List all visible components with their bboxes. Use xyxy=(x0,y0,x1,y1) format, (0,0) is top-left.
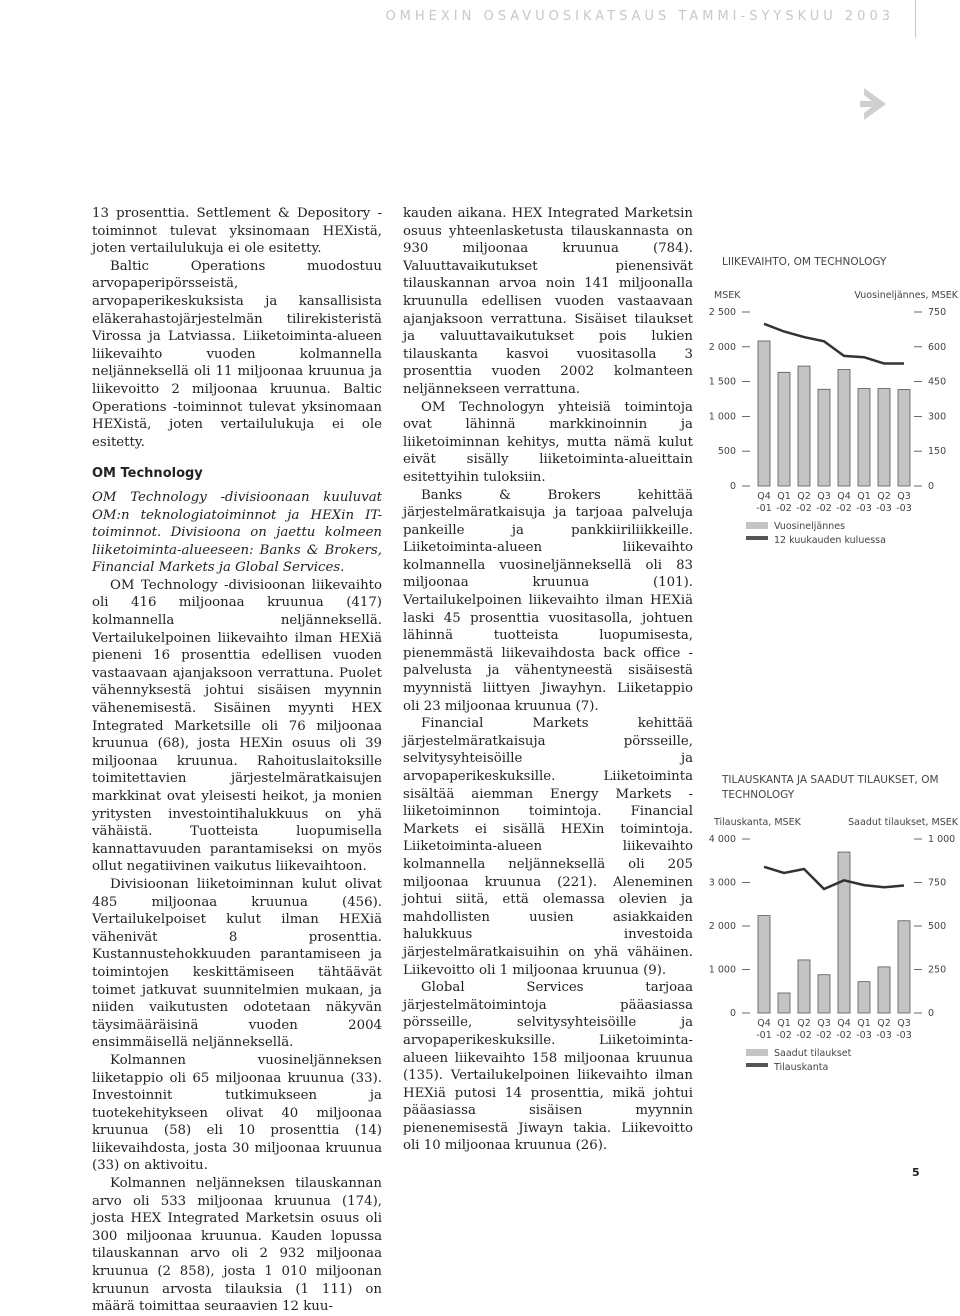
y-tick-label: 1 500 xyxy=(709,377,736,388)
x-tick-label: -02 xyxy=(816,503,832,514)
y2-tick-label: 250 xyxy=(928,965,946,976)
y-tick-label: 0 xyxy=(730,1008,736,1019)
x-tick-label: Q4 xyxy=(757,1018,771,1029)
x-tick-label: -02 xyxy=(776,1030,792,1041)
bar xyxy=(898,389,910,486)
y-axis-label: MSEK xyxy=(714,290,741,301)
header-divider xyxy=(915,0,916,38)
x-tick-label: -03 xyxy=(896,1030,912,1041)
x-tick-label: -03 xyxy=(876,503,892,514)
paragraph: OM Technologyn yhteisiä toimintoja ovat lähinnä markkinoinnin ja liiketoiminnan kehitys, mutta nämä kulut eivät sisälly liiketoiminta-alueittain esitettyihin tuloksiin. xyxy=(403,399,693,487)
bar xyxy=(758,341,770,486)
bar xyxy=(778,372,790,486)
bar xyxy=(858,982,870,1013)
page-number: 5 xyxy=(912,1166,920,1179)
x-tick-label: Q4 xyxy=(837,491,851,502)
y2-tick-label: 750 xyxy=(928,878,946,889)
series-line xyxy=(764,867,904,889)
bar xyxy=(878,389,890,486)
y2-tick-label: 150 xyxy=(928,446,946,457)
paragraph: Financial Markets kehittää järjestelmäratkaisuja pörsseille, selvitysyhteisöille ja arvopaperikeskuksille. Liiketoiminta sisältää aiemman Energy Markets -liiketoiminnon toimintoja. Financial Markets ei sisällä HEXin toimintoja. Liiketoiminta-alueen liikevaihto kolmannella neljänneksellä oli 205 miljoonaa kruunua (221). Aleneminen johtui siitä, että olemassa olevien ja mahdollisten uusien asiakkaiden halukkuus investoida järjestelmäratkaisuihin on yhä vähäinen. Liikevoitto oli 1 miljoonaa kruunua (9). xyxy=(403,715,693,979)
bar xyxy=(898,921,910,1013)
x-tick-label: Q4 xyxy=(837,1018,851,1029)
series-line xyxy=(764,324,904,364)
x-tick-label: Q4 xyxy=(757,491,771,502)
legend-swatch-bar xyxy=(746,1049,768,1056)
y2-tick-label: 750 xyxy=(928,307,946,318)
bar xyxy=(758,916,770,1013)
x-tick-label: -01 xyxy=(756,1030,772,1041)
y-tick-label: 2 000 xyxy=(709,342,736,353)
x-tick-label: Q1 xyxy=(857,491,871,502)
x-tick-label: Q1 xyxy=(777,1018,791,1029)
paragraph: Baltic Operations muodostuu arvopaperipörsseistä, arvopaperikeskuksista ja kansallisista eläkerahastojärjestelmän tilirekisteristä Virossa ja Latviassa. Liiketoiminta-alueen liikevaihto vuoden kolmannella neljänneksellä oli 11 miljoonaa kruunua ja liikevoitto 2 miljoonaa kruunua. Baltic Operations -toiminnot tulevat yksinomaan HEXistä, joten vertailulukuja ei ole esitetty. xyxy=(92,258,382,452)
paragraph: kauden aikana. HEX Integrated Marketsin osuus yhteenlasketusta tilauskannasta on 930 miljoonaa kruunua (784). Valuuttavaikutukset pienensivät tilauskannan arvoa noin 141 miljoonalla kruunulla edellisen vuoden vastaavaan ajanjaksoon verrattuna. Sisäiset tilaukset ja valuuttavaikutukset pois lukien tilauskanta kasvoi vuositasolla 3 prosenttia vuoden 2002 kolmanteen neljännekseen verrattuna. xyxy=(403,205,693,399)
y-tick-label: 2 500 xyxy=(709,307,736,318)
bar xyxy=(878,967,890,1013)
y-tick-label: 0 xyxy=(730,481,736,492)
x-tick-label: Q1 xyxy=(857,1018,871,1029)
x-tick-label: -03 xyxy=(856,1030,872,1041)
legend-label: Saadut tilaukset xyxy=(774,1048,852,1059)
x-tick-label: -02 xyxy=(836,1030,852,1041)
y-tick-label: 1 000 xyxy=(709,965,736,976)
paragraph: OM Technology -divisioonan liikevaihto oli 416 miljoonaa kruunua (417) kolmannella neljänneksellä. Vertailukelpoinen liikevaihto ilman HEXiä pieneni 16 prosenttia edellisen vuoden vastaavaan ajanjaksoon verrattuna. Puolet vähennyksestä johtui sisäisen myynnin vähenemisestä. Sisäinen myynti HEX Integrated Marketsille oli 76 miljoonaa kruunua (68), josta HEXin osuus oli 39 miljoonaa kruunua. Rahoituslaitoksille toimitettavien järjestelmäratkaisujen markkinat ovat yleisesti heikot, ja monien yritysten investointihalukkuus on yhä vähäistä. Tuotteista luopumisella kannattavuuden parantamiseksi on myös ollut negatiivinen vaikutus liikevaihtoon. xyxy=(92,577,382,876)
x-tick-label: -02 xyxy=(776,503,792,514)
arrow-right-icon xyxy=(860,84,896,124)
x-tick-label: -02 xyxy=(816,1030,832,1041)
y2-axis-label: Saadut tilaukset, MSEK xyxy=(848,817,959,828)
x-tick-label: -02 xyxy=(796,503,812,514)
x-tick-label: -01 xyxy=(756,503,772,514)
bar xyxy=(798,960,810,1013)
intro-paragraph: OM Technology -divisioonaan kuuluvat OM:n teknologiatoiminnot ja HEXin IT-toiminnot. Divisioona on jaettu kolmeen liiketoiminta-alueeseen: Banks & Brokers, Financial Markets ja Global Services. xyxy=(92,489,382,577)
x-tick-label: -03 xyxy=(876,1030,892,1041)
paragraph: 13 prosenttia. Settlement & Depository -toiminnot tulevat yksinomaan HEXistä, joten vertailulukuja ei ole esitetty. xyxy=(92,205,382,258)
x-tick-label: Q3 xyxy=(817,491,831,502)
paragraph: Global Services tarjoaa järjestelmätoimintoja pääasiassa pörsseille, selvitysyhteisöille ja arvopaperikeskuksille. Liiketoiminta-alueen liikevaihto 158 miljoonaa kruunua (135). Vertailukelpoinen liikevaihto ilman HEXiä putosi 14 prosenttia, mikä johtui pääasiassa sisäisen myynnin pienenemisestä Jiwayn takia. Liikevoitto oli 10 miljoonaa kruunua (26). xyxy=(403,979,693,1155)
bar xyxy=(858,389,870,486)
y2-tick-label: 1 000 xyxy=(928,834,955,845)
x-tick-label: Q3 xyxy=(897,491,911,502)
x-tick-label: -03 xyxy=(896,503,912,514)
x-tick-label: Q1 xyxy=(777,491,791,502)
bar xyxy=(838,852,850,1013)
y-tick-label: 500 xyxy=(718,446,736,457)
y2-tick-label: 0 xyxy=(928,481,934,492)
paragraph: Kolmannen vuosineljänneksen liiketappio oli 65 miljoonaa kruunua (33). Investoinnit tutkimukseen ja tuotekehitykseen olivat 40 miljoonaa kruunua (58) eli 10 prosenttia (14) liikevaihdosta, josta 30 miljoonaa kruunua (33) on aktivoitu. xyxy=(92,1052,382,1175)
y2-tick-label: 300 xyxy=(928,411,946,422)
legend-label: 12 kuukauden kuluessa xyxy=(774,535,886,546)
x-tick-label: Q2 xyxy=(877,491,891,502)
bar xyxy=(818,975,830,1013)
y2-tick-label: 450 xyxy=(928,377,946,388)
legend-label: Vuosineljännes xyxy=(774,521,845,532)
y-tick-label: 2 000 xyxy=(709,921,736,932)
legend-swatch-bar xyxy=(746,522,768,529)
y2-axis-label: Vuosineljännes, MSEK xyxy=(854,290,958,301)
bar xyxy=(778,993,790,1013)
bar xyxy=(818,389,830,486)
chart-revenue xyxy=(700,286,960,556)
section-heading: OM Technology xyxy=(92,465,382,483)
paragraph: Divisioonan liiketoiminnan kulut olivat 485 miljoonaa kruunua (456). Vertailukelpoiset kulut ilman HEXiä vähenivät 8 prosenttia. Kustannustehokkuuden parantamiseen ja toimintojen keskittämiseen tähtäävät toimet jatkuvat suunnitelmien mukaan, ja niiden vaikutusten odotetaan näkyvän täysimääräisinä vuoden 2004 ensimmäisellä neljänneksellä. xyxy=(92,876,382,1052)
legend-label: Tilauskanta xyxy=(773,1062,828,1073)
x-tick-label: Q2 xyxy=(797,1018,811,1029)
y2-tick-label: 500 xyxy=(928,921,946,932)
x-tick-label: -03 xyxy=(856,503,872,514)
y-tick-label: 3 000 xyxy=(709,878,736,889)
paragraph: Banks & Brokers kehittää järjestelmäratkaisuja ja tarjoaa palveluja pankeille ja pankkiiriliikkeille. Liiketoiminta-alueen liikevaihto kolmannella vuosineljänneksellä oli 83 miljoonaa kruunua (101). Vertailukelpoinen liikevaihto ilman HEXiä laski 45 prosenttia vuositasolla, johtuen lähinnä tuotteista luopumisesta, pienemmästä liikevaihdosta back office -palvelusta ja vähentyneestä sisäisestä myynnistä liittyen Jiwayhyn. Liiketappio oli 23 miljoonaa kruunua (7). xyxy=(403,487,693,716)
chart-order-backlog xyxy=(700,815,960,1090)
x-tick-label: -02 xyxy=(796,1030,812,1041)
text-column-1 xyxy=(92,205,382,1316)
x-tick-label: Q2 xyxy=(877,1018,891,1029)
bar xyxy=(838,370,850,486)
y-tick-label: 4 000 xyxy=(709,834,736,845)
legend-swatch-line xyxy=(746,1063,768,1067)
x-tick-label: Q2 xyxy=(797,491,811,502)
x-tick-label: Q3 xyxy=(897,1018,911,1029)
chart-2-title: TILAUSKANTA JA SAADUT TILAUKSET, OM TECHNOLOGY xyxy=(722,773,942,803)
bar xyxy=(798,366,810,486)
x-tick-label: -02 xyxy=(836,503,852,514)
running-header: OMHEXIN OSAVUOSIKATSAUS TAMMI-SYYSKUU 2003 xyxy=(385,9,894,24)
y2-tick-label: 600 xyxy=(928,342,946,353)
text-column-2 xyxy=(403,205,693,1155)
y-axis-label: Tilauskanta, MSEK xyxy=(713,817,802,828)
y-tick-label: 1 000 xyxy=(709,411,736,422)
x-tick-label: Q3 xyxy=(817,1018,831,1029)
paragraph: Kolmannen neljänneksen tilauskannan arvo oli 533 miljoonaa kruunua (174), josta HEX Integrated Marketsin osuus oli 300 miljoonaa kruunua. Kauden lopussa tilauskannan arvo oli 2 932 miljoonaa kruunua (2 858), josta 1 010 miljoonan kruunun arvosta tilauksia (1 111) on määrä toimittaa seuraavien 12 kuu- xyxy=(92,1175,382,1316)
y2-tick-label: 0 xyxy=(928,1008,934,1019)
legend-swatch-line xyxy=(746,536,768,540)
chart-1-title: LIIKEVAIHTO, OM TECHNOLOGY xyxy=(722,255,886,270)
